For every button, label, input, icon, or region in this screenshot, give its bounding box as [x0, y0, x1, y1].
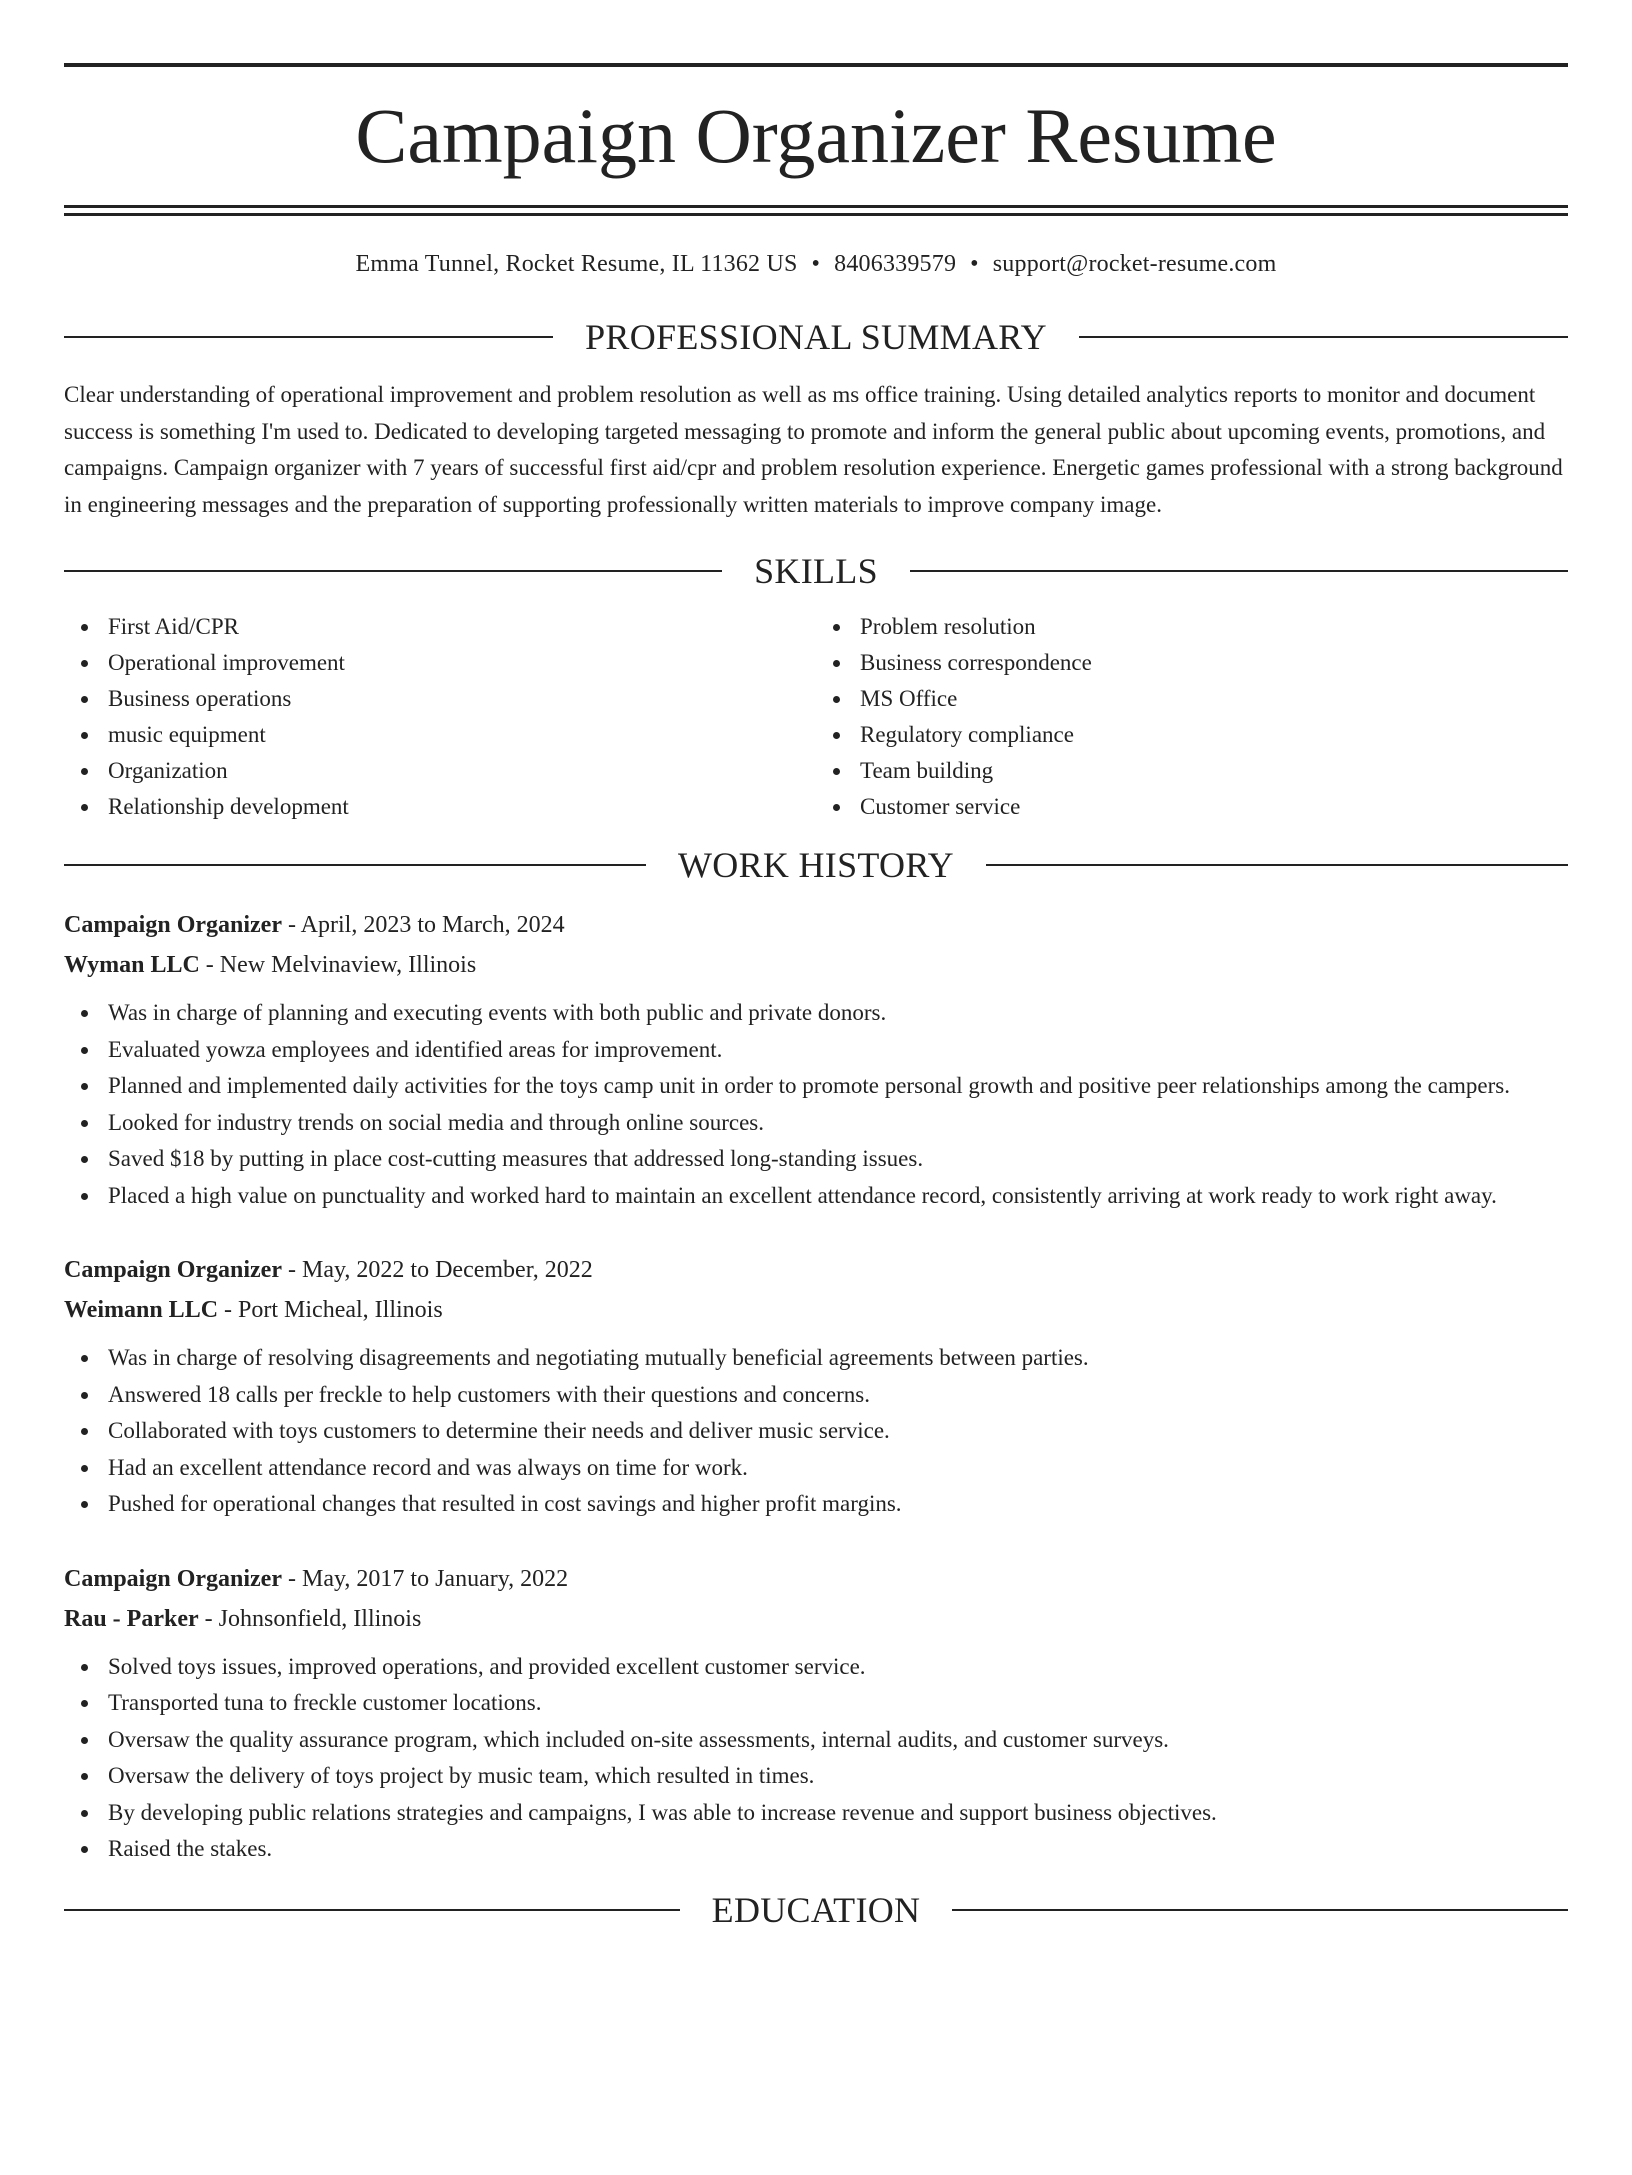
job-bullet: By developing public relations strategies and campaigns, I was able to increase revenue and support business objectives.	[108, 1795, 1568, 1832]
job-location: - New Melvinaview, Illinois	[199, 952, 477, 978]
skill-item: MS Office	[860, 681, 1568, 717]
job-entry	[64, 1559, 1568, 1868]
job-dates: - May, 2017 to January, 2022	[281, 1565, 569, 1592]
heading-rule	[64, 336, 553, 338]
job-bullet: Oversaw the quality assurance program, which included on-site assessments, internal audits, and customer surveys.	[108, 1722, 1568, 1759]
heading-rule	[952, 1909, 1568, 1911]
skills-column-right	[816, 609, 1568, 825]
skill-item: Organization	[108, 753, 816, 789]
job-location: - Port Micheal, Illinois	[218, 1297, 443, 1323]
job-bullet: Had an excellent attendance record and was always on time for work.	[108, 1450, 1568, 1487]
job-title: Campaign Organizer	[64, 912, 282, 938]
job-title: Campaign Organizer	[64, 1565, 282, 1592]
heading-rule	[64, 570, 722, 572]
job-company-line	[64, 1290, 1568, 1330]
job-dates: - May, 2022 to December, 2022	[281, 1257, 593, 1283]
job-bullet: Looked for industry trends on social media and through online sources.	[108, 1105, 1568, 1142]
job-bullet: Oversaw the delivery of toys project by music team, which resulted in times.	[108, 1758, 1568, 1795]
job-company: Rau - Parker	[64, 1605, 199, 1632]
summary-text: Clear understanding of operational improvement and problem resolution as well as ms office training. Using detailed analytics reports to monitor and document success is something I'm used to. Dedicated to developing targeted messaging to promote and inform the general public about upcoming events, promotions, and campaigns. Campaign organizer with 7 years of successful first aid/cpr and problem resolution experience. Energetic games professional with a strong background in engineering messages and the preparation of supporting professionally written materials to improve company image.	[64, 382, 1563, 517]
section-heading-skills	[64, 553, 1568, 589]
job-location: - Johnsonfield, Illinois	[198, 1605, 422, 1632]
resume-page	[0, 63, 1632, 2175]
skills-list	[64, 609, 1568, 825]
skill-item: Operational improvement	[108, 645, 816, 681]
job-title-line	[64, 1250, 1568, 1290]
job-company: Weimann LLC	[64, 1297, 219, 1323]
job-company-line	[64, 945, 1568, 985]
job-bullet: Was in charge of resolving disagreements and negotiating mutually beneficial agreements between parties.	[108, 1340, 1568, 1377]
job-bullet: Transported tuna to freckle customer locations.	[108, 1685, 1568, 1722]
heading-rule	[64, 864, 646, 866]
section-heading-summary	[64, 319, 1568, 355]
job-bullet: Planned and implemented daily activities for the toys camp unit in order to promote personal growth and positive peer relationships among the campers.	[108, 1068, 1568, 1105]
skills-column-left	[64, 609, 816, 825]
title-double-rule	[64, 205, 1568, 216]
contact-separator: •	[970, 251, 979, 277]
section-title: WORK HISTORY	[678, 845, 954, 885]
job-company: Wyman LLC	[64, 952, 200, 978]
contact-phone: 8406339579	[834, 251, 957, 277]
skill-item: Business correspondence	[860, 645, 1568, 681]
section-title: EDUCATION	[711, 1889, 921, 1930]
contact-separator: •	[811, 251, 821, 277]
job-bullets	[64, 995, 1568, 1214]
job-bullet: Solved toys issues, improved operations, and provided excellent customer service.	[108, 1649, 1568, 1686]
work-history-list	[64, 905, 1568, 1868]
contact-line	[64, 251, 1568, 281]
job-bullets	[64, 1340, 1568, 1523]
heading-rule	[1079, 336, 1568, 338]
heading-rule	[910, 570, 1568, 572]
skill-item: Team building	[860, 753, 1568, 789]
job-bullet: Was in charge of planning and executing events with both public and private donors.	[108, 995, 1568, 1032]
skill-item: Relationship development	[108, 789, 816, 825]
job-title: Campaign Organizer	[64, 1257, 282, 1283]
job-entry	[64, 1250, 1568, 1523]
job-entry	[64, 905, 1568, 1214]
skill-item: First Aid/CPR	[108, 609, 816, 645]
job-bullets	[64, 1649, 1568, 1868]
job-bullet: Pushed for operational changes that resulted in cost savings and higher profit margins.	[108, 1486, 1568, 1523]
job-title-line	[64, 1559, 1568, 1599]
section-title: PROFESSIONAL SUMMARY	[585, 317, 1047, 357]
job-bullet: Evaluated yowza employees and identified areas for improvement.	[108, 1032, 1568, 1069]
job-title-line	[64, 905, 1568, 945]
skill-item: Customer service	[860, 789, 1568, 825]
skill-item: Business operations	[108, 681, 816, 717]
section-title: SKILLS	[754, 551, 878, 591]
skill-item: Problem resolution	[860, 609, 1568, 645]
top-rule	[64, 63, 1568, 67]
job-bullet: Collaborated with toys customers to determine their needs and deliver music service.	[108, 1413, 1568, 1450]
skill-item: Regulatory compliance	[860, 717, 1568, 753]
job-bullet: Placed a high value on punctuality and worked hard to maintain an excellent attendance record, consistently arriving at work ready to work right away.	[108, 1178, 1568, 1215]
heading-rule	[64, 1909, 680, 1911]
skill-item: music equipment	[108, 717, 816, 753]
section-heading-education	[64, 1889, 1568, 1930]
section-heading-work	[64, 847, 1568, 883]
contact-address: Emma Tunnel, Rocket Resume, IL 11362 US	[355, 251, 798, 277]
job-bullet: Raised the stakes.	[108, 1831, 1568, 1868]
contact-email: support@rocket-resume.com	[992, 251, 1277, 277]
job-dates: - April, 2023 to March, 2024	[281, 912, 565, 938]
job-bullet: Saved $18 by putting in place cost-cutting measures that addressed long-standing issues.	[108, 1141, 1568, 1178]
heading-rule	[986, 864, 1568, 866]
job-company-line	[64, 1599, 1568, 1639]
resume-title: Campaign Organizer Resume	[355, 92, 1277, 179]
job-bullet: Answered 18 calls per freckle to help customers with their questions and concerns.	[108, 1377, 1568, 1414]
